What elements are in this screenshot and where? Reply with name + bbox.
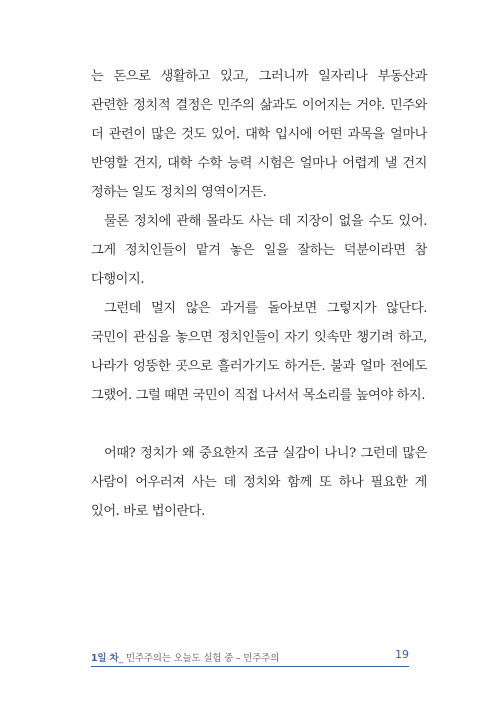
- paragraph-2: 물론 정치에 관해 몰라도 사는 데 지장이 없을 수도 있어. 그게 정치인들이 맡겨 놓은 일을 잘하는 덕분이라면 참 다행이지.: [91, 214, 427, 287]
- body-text: [91, 62, 427, 526]
- running-footer: [91, 650, 279, 664]
- chapter-label: 1일 차: [91, 653, 119, 664]
- paragraph-4: 어때? 정치가 왜 중요한지 조금 실감이 나니? 그런데 많은 사람이 어우러져 사는 데 정치와 함께 또 하나 필요한 게 있어. 바로 법이란다.: [91, 446, 427, 519]
- footer-title: 민주주의는 오늘도 실험 중 – 민주주의: [125, 653, 280, 664]
- paragraph-3: 그런데 멀지 않은 과거를 돌아보면 그렇지가 않단다. 국민이 관심을 놓으면 정치인들이 자기 잇속만 챙기려 하고, 나라가 엉뚱한 곳으로 흘러가기도 하거든. 불과 얼마 전에도 그랬어. 그럴 때면 국민이 직접 나서서 목소리를 높여야 하지.: [91, 301, 427, 403]
- page-footer: [91, 648, 409, 668]
- paragraph-1: 는 돈으로 생활하고 있고, 그러니까 일자리나 부동산과 관련한 정치적 결정은 민주의 삶과도 이어지는 거야. 민주와 더 관련이 많은 것도 있어. 대학 입시에 어떤 과목을 얼마나 반영할 건지, 대학 수학 능력 시험은 얼마나 어렵게 낼 건지 정하는 일도 정치의 영역이거든.: [91, 69, 427, 200]
- footer-separator: _: [118, 653, 124, 664]
- footer-rule: [91, 666, 409, 667]
- page-number: 19: [395, 648, 409, 661]
- paragraph-gap: [91, 410, 427, 439]
